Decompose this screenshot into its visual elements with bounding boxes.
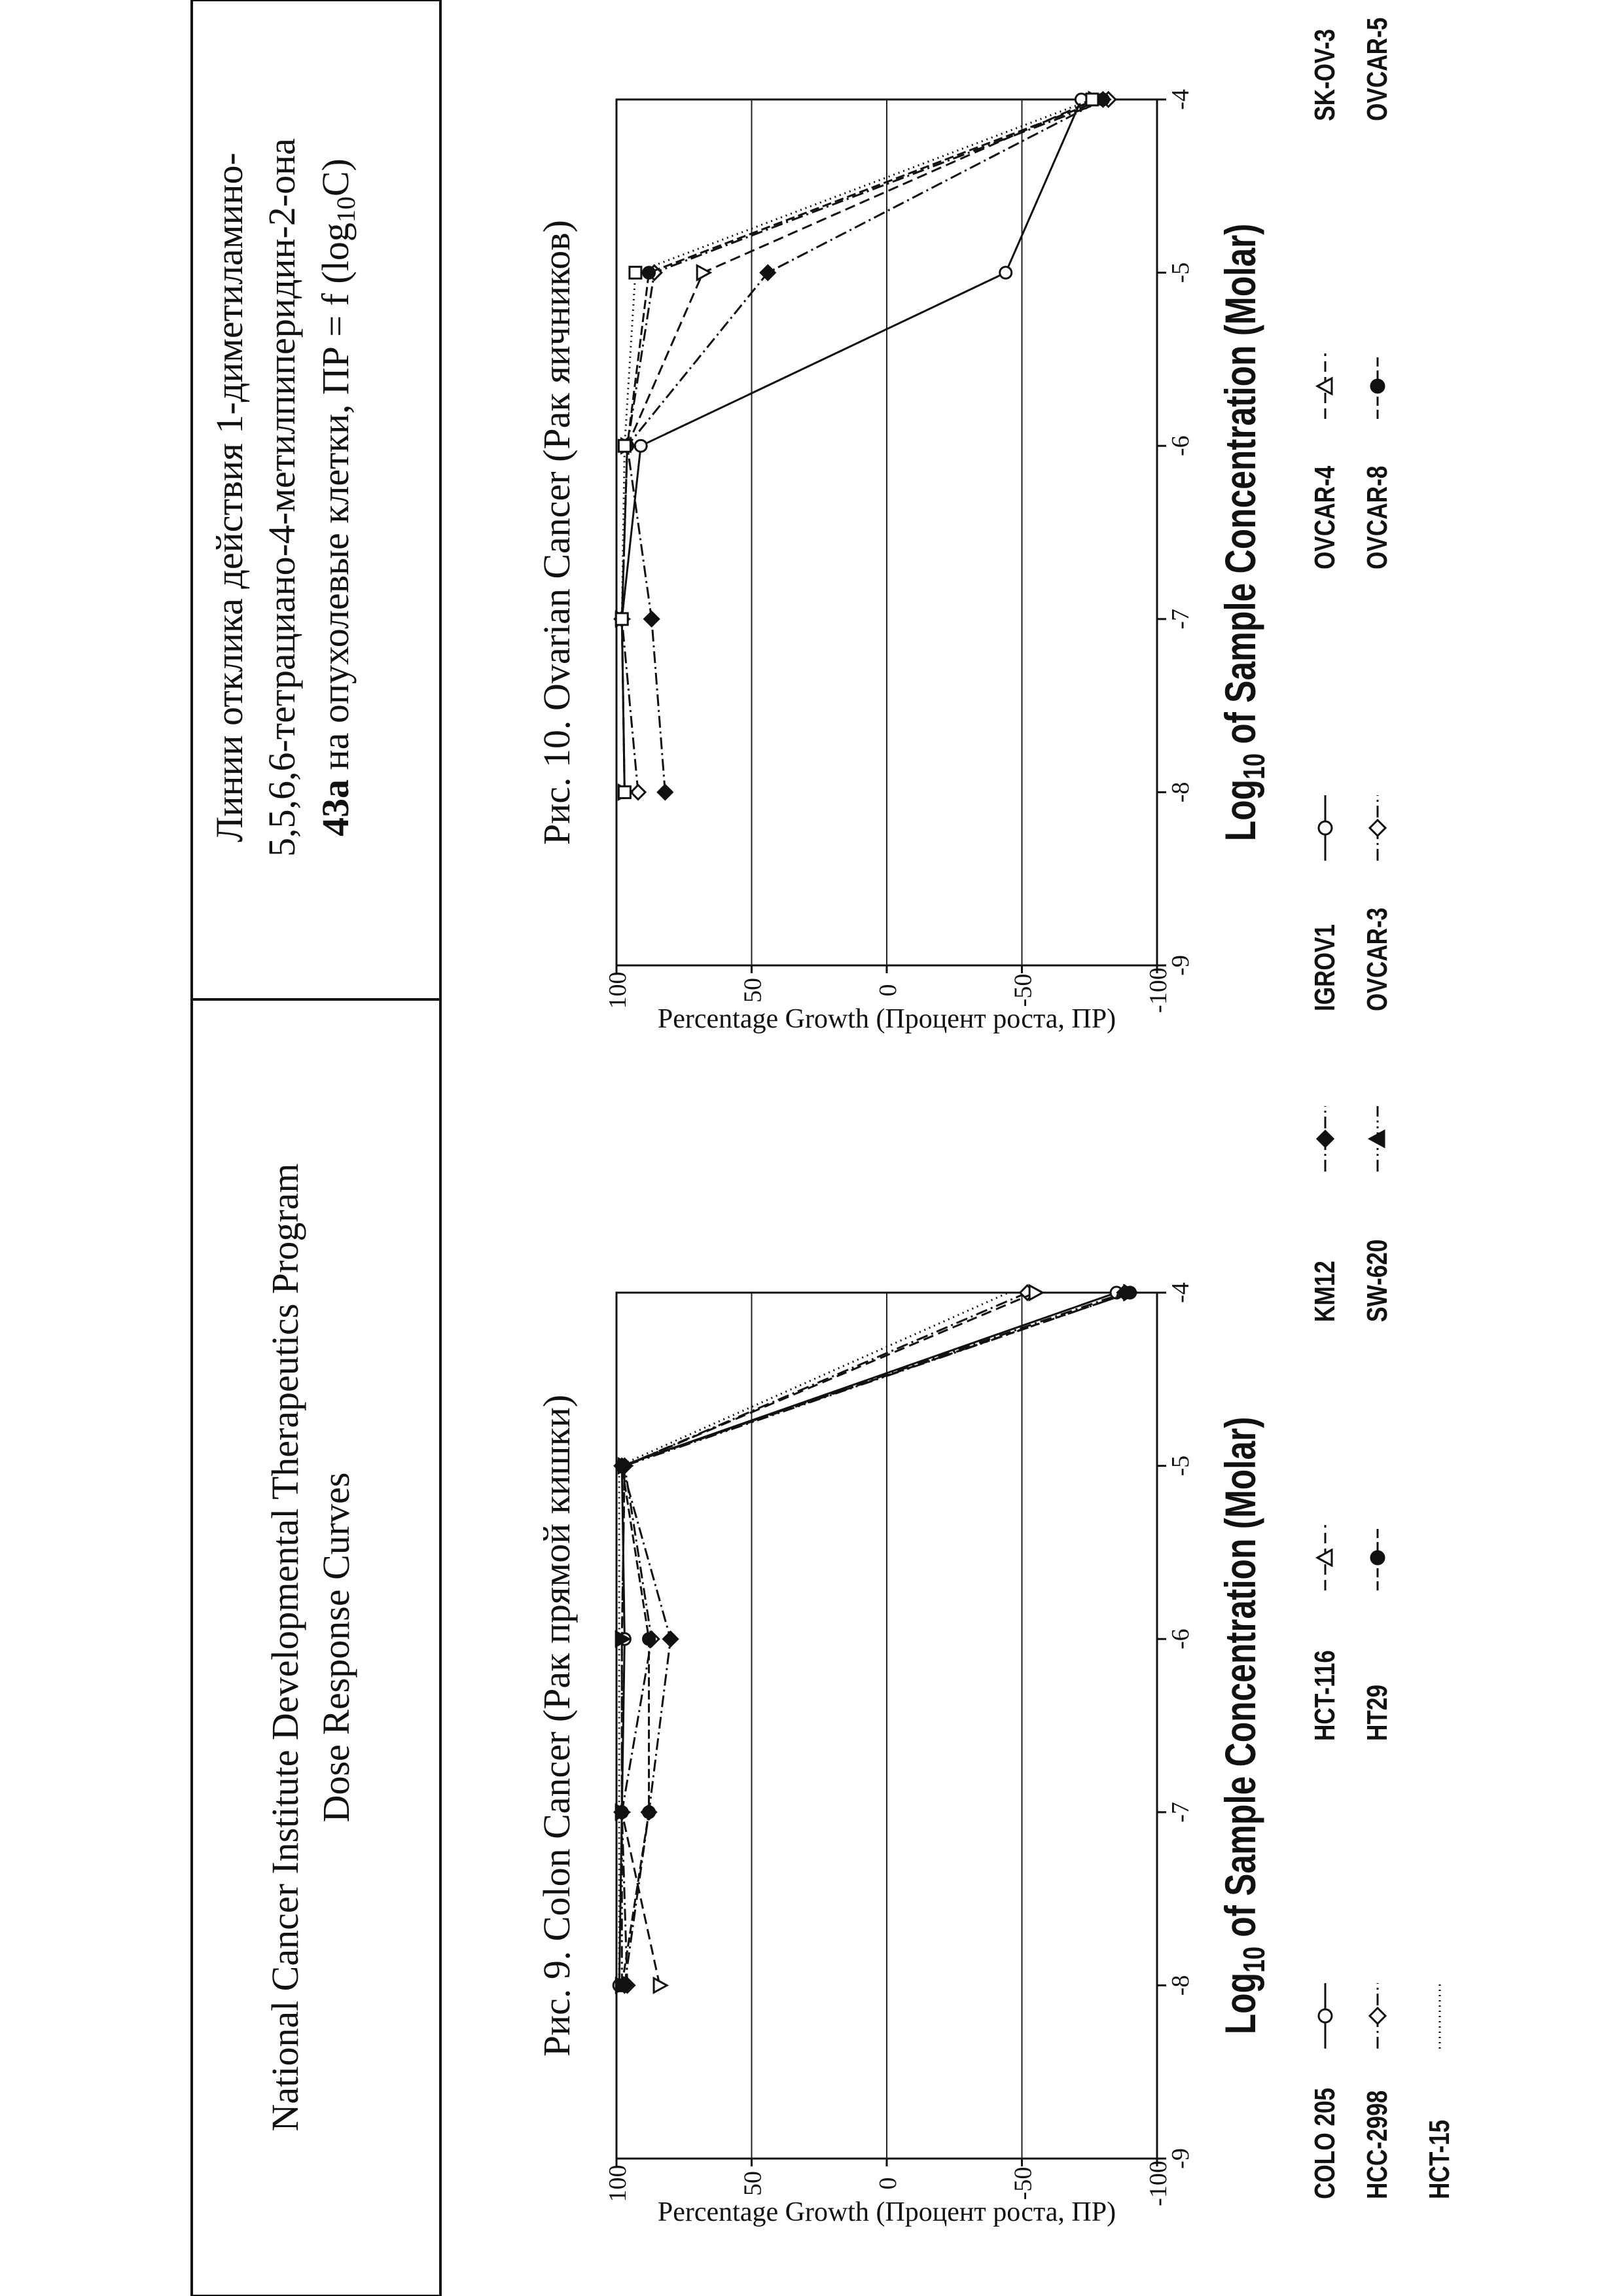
data-point bbox=[1086, 94, 1098, 105]
data-point bbox=[1029, 1285, 1043, 1300]
legend-entry bbox=[1309, 1983, 1341, 2199]
x-tick-label: -8 bbox=[1167, 781, 1194, 803]
series-line bbox=[622, 1293, 1130, 1985]
legend-label: HCC-2998 bbox=[1361, 2090, 1393, 2199]
x-tick-label: -5 bbox=[1167, 262, 1194, 283]
chart-colon-cancer bbox=[535, 1106, 1455, 2227]
x-axis-label-rest: of Sample Concentration (Molar) bbox=[1215, 1416, 1265, 1946]
series-line bbox=[628, 99, 1103, 792]
header-left-line-2: Dose Response Curves bbox=[315, 1472, 357, 1823]
series-ovcar-4 bbox=[616, 92, 1102, 799]
legend-label: KM12 bbox=[1309, 1261, 1341, 1322]
x-tick-label: -6 bbox=[1167, 435, 1194, 457]
compound-label: 43a bbox=[314, 779, 357, 836]
y-tick-label: 0 bbox=[874, 984, 902, 997]
series-line bbox=[622, 99, 1095, 792]
legend-entry bbox=[1361, 1106, 1393, 1322]
series-line bbox=[622, 99, 1103, 792]
header-right-line-1: Линии отклика действия 1-диметиламино- bbox=[208, 152, 251, 842]
x-tick-label: -9 bbox=[1167, 2148, 1194, 2169]
series-line bbox=[622, 1293, 1035, 1985]
data-point bbox=[616, 613, 628, 625]
legend-marker bbox=[1317, 1131, 1333, 1147]
y-tick-label: -50 bbox=[1009, 2166, 1037, 2200]
header-left-cell bbox=[264, 1163, 357, 2131]
series-igrov1 bbox=[616, 94, 1087, 798]
series-km12 bbox=[615, 1285, 1132, 1992]
legend-entry bbox=[1309, 0, 1341, 121]
y-tick-label: 0 bbox=[874, 2177, 902, 2190]
legend-marker bbox=[1319, 2009, 1332, 2022]
y-tick-label: 50 bbox=[739, 978, 767, 1003]
header-right-line-3 bbox=[314, 158, 361, 836]
data-point bbox=[643, 267, 655, 279]
y-axis-label: Percentage Growth (Процент роста, ПР) bbox=[657, 2197, 1116, 2227]
x-axis-label-log: Log bbox=[1215, 1972, 1265, 2035]
legend-entry bbox=[1361, 795, 1393, 1011]
data-point bbox=[635, 440, 647, 452]
legend-entry bbox=[1423, 1983, 1455, 2199]
legend-label: OVCAR-4 bbox=[1309, 465, 1341, 569]
x-tick-label: -9 bbox=[1167, 955, 1194, 976]
legend-label: HT29 bbox=[1361, 1684, 1393, 1741]
chart-ovarian-cancer bbox=[535, 0, 1393, 1034]
header-right-line-3-text: на опухолевые клетки, ПР = f (log bbox=[314, 223, 357, 780]
legend bbox=[1309, 1106, 1455, 2199]
x-axis-label bbox=[1216, 1417, 1271, 2034]
x-axis-label-subscript: 10 bbox=[1237, 753, 1272, 780]
legend-label: SW-620 bbox=[1361, 1239, 1393, 1322]
legend-marker bbox=[1370, 2008, 1385, 2024]
data-point bbox=[645, 612, 659, 626]
series-sw-620 bbox=[616, 1285, 1137, 1992]
header-right-line-2: 5,5,6,6-тетрациано-4-метилпиперидин-2-она bbox=[260, 138, 303, 857]
chart-title: Рис. 9. Colon Cancer (Рак прямой кишки) bbox=[535, 1394, 578, 2057]
legend-entry bbox=[1361, 353, 1393, 569]
data-point bbox=[658, 785, 672, 799]
chart-title: Рис. 10. Ovarian Cancer (Рак яичников) bbox=[535, 220, 578, 845]
legend-entry bbox=[1309, 1106, 1341, 1322]
header-right-cell bbox=[208, 138, 361, 857]
series-ovcar-5 bbox=[616, 94, 1098, 798]
data-point bbox=[618, 786, 630, 798]
legend-entry bbox=[1361, 1983, 1393, 2199]
legend-label: OVCAR-3 bbox=[1361, 907, 1393, 1011]
series-line bbox=[622, 1293, 1130, 1985]
y-tick-label: 50 bbox=[739, 2171, 767, 2196]
legend-entry bbox=[1309, 795, 1341, 1011]
legend-label: SK-OV-3 bbox=[1309, 29, 1341, 121]
header-left-line-1: National Cancer Institute Developmental Therapeutics Program bbox=[264, 1163, 306, 2132]
legend-marker bbox=[1371, 1551, 1384, 1564]
x-axis-label-subscript: 10 bbox=[1237, 1946, 1272, 1973]
series-hct-116 bbox=[616, 1285, 1043, 1992]
x-axis-label-log: Log bbox=[1215, 779, 1265, 842]
x-axis-label bbox=[1216, 224, 1271, 841]
series-colo-205 bbox=[613, 1287, 1122, 1991]
legend-marker bbox=[1370, 820, 1385, 836]
legend-entry bbox=[1361, 1525, 1393, 1741]
series-line bbox=[622, 99, 1081, 792]
legend-marker bbox=[1371, 380, 1384, 393]
legend-label: OVCAR-8 bbox=[1361, 465, 1393, 569]
data-point bbox=[643, 1633, 655, 1645]
y-tick-label: 100 bbox=[604, 971, 632, 1009]
legend-label: COLO 205 bbox=[1309, 2087, 1341, 2199]
x-axis-label-rest: of Sample Concentration (Molar) bbox=[1215, 223, 1265, 753]
x-tick-label: -6 bbox=[1167, 1628, 1194, 1650]
data-point bbox=[654, 1978, 667, 1992]
legend-entry bbox=[1361, 0, 1393, 121]
x-tick-label: -5 bbox=[1167, 1455, 1194, 1477]
series-line bbox=[619, 1293, 1116, 1985]
series-line bbox=[622, 1293, 1124, 1985]
data-point bbox=[642, 1805, 656, 1820]
y-tick-label: -100 bbox=[1145, 2161, 1172, 2206]
y-axis-label: Percentage Growth (Процент роста, ПР) bbox=[657, 1004, 1116, 1034]
legend-entry bbox=[1309, 1525, 1341, 1741]
x-tick-label: -4 bbox=[1167, 1282, 1194, 1303]
header-right-line-3-subscript: 10 bbox=[331, 196, 361, 223]
x-tick-label: -8 bbox=[1167, 1975, 1194, 1996]
header-table bbox=[192, 0, 440, 2296]
legend-marker bbox=[1319, 821, 1332, 834]
data-point bbox=[630, 267, 641, 279]
x-tick-label: -4 bbox=[1167, 89, 1194, 110]
data-point bbox=[1000, 267, 1012, 279]
y-tick-label: -100 bbox=[1145, 967, 1172, 1013]
x-tick-label: -7 bbox=[1167, 1801, 1194, 1823]
x-tick-label: -7 bbox=[1167, 608, 1194, 630]
series-sk-ov-3 bbox=[620, 92, 1111, 799]
y-tick-label: -50 bbox=[1009, 973, 1037, 1007]
data-point bbox=[664, 1632, 678, 1646]
legend bbox=[1309, 0, 1393, 1011]
legend-entry bbox=[1309, 353, 1341, 569]
data-point bbox=[697, 266, 710, 280]
series-ovcar-3 bbox=[615, 92, 1115, 799]
header-right-line-3-end: C) bbox=[314, 158, 357, 197]
legend-label: OVCAR-5 bbox=[1361, 17, 1393, 121]
data-point bbox=[618, 440, 630, 452]
series-ht29 bbox=[616, 1287, 1135, 1991]
legend-label: HCT-15 bbox=[1423, 2119, 1455, 2199]
series-ovcar-8 bbox=[616, 94, 1109, 798]
y-tick-label: 100 bbox=[604, 2164, 632, 2202]
legend-label: IGROV1 bbox=[1309, 924, 1341, 1011]
legend-label: HCT-116 bbox=[1309, 1650, 1341, 1741]
